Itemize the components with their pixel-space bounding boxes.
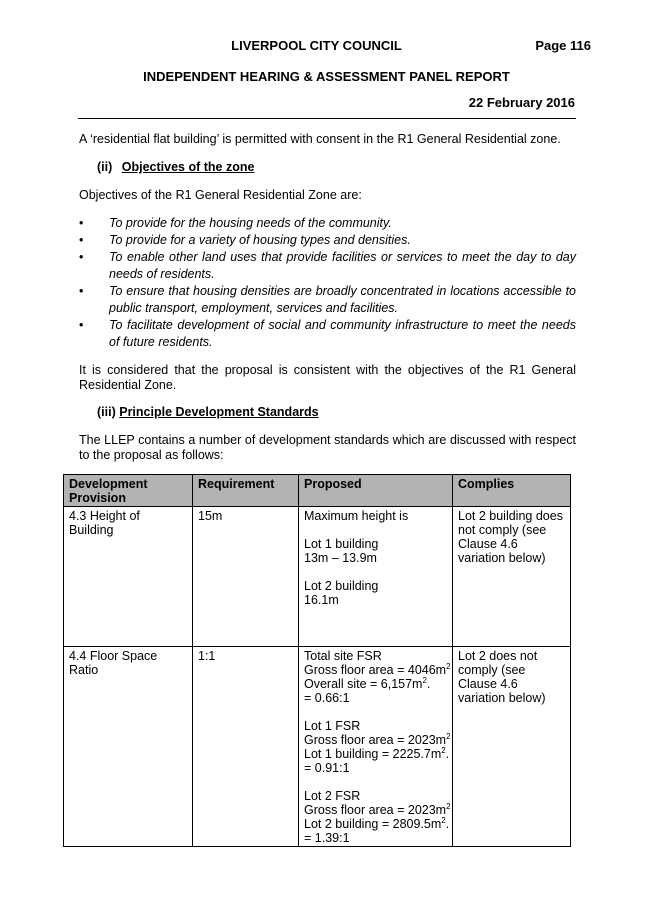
report-date: 22 February 2016 xyxy=(468,95,575,110)
column-header: Requirement xyxy=(193,475,299,507)
table-row xyxy=(64,647,571,847)
column-header: Complies xyxy=(453,475,571,507)
bullet-glyph: • xyxy=(79,284,84,298)
page-number: Page 116 xyxy=(535,38,591,53)
requirement-cell: 1:1 xyxy=(193,647,299,847)
bullet-glyph: • xyxy=(79,318,84,332)
provision-cell: 4.3 Height of Building xyxy=(64,507,193,647)
list-item: • To enable other land uses that provide facilities or services to meet the day to day needs of residents. xyxy=(79,250,576,281)
conclusion-paragraph: It is considered that the proposal is consistent with the objectives of the R1 General Residential Zone. xyxy=(79,363,576,392)
section-number: (ii) xyxy=(97,160,113,174)
objectives-list xyxy=(79,215,576,351)
bullet-glyph: • xyxy=(79,216,84,230)
column-header: Development Provision xyxy=(64,475,193,507)
list-item: • To facilitate development of social and community infrastructure to meet the needs of future residents. xyxy=(79,318,576,349)
bullet-glyph: • xyxy=(79,250,84,264)
intro-paragraph: A ‘residential flat building’ is permitted with consent in the R1 General Residential zone. xyxy=(79,132,561,146)
proposed-cell: Maximum height is Lot 1 building 13m – 13.9m Lot 2 building 16.1m xyxy=(299,507,453,647)
complies-cell: Lot 2 building does not comply (see Clause 4.6 variation below) xyxy=(453,507,571,647)
complies-cell: Lot 2 does not comply (see Clause 4.6 variation below) xyxy=(453,647,571,847)
list-item: • To provide for the housing needs of the community. xyxy=(79,216,392,230)
bullet-glyph: • xyxy=(79,233,84,247)
section-heading-standards xyxy=(97,405,319,419)
list-item: • To provide for a variety of housing types and densities. xyxy=(79,233,411,247)
section-heading-objectives xyxy=(97,160,254,174)
table-header-row xyxy=(64,475,571,507)
section-title: Objectives of the zone xyxy=(121,160,255,174)
report-title: INDEPENDENT HEARING & ASSESSMENT PANEL REPORT xyxy=(143,69,510,84)
council-name: LIVERPOOL CITY COUNCIL xyxy=(231,38,402,53)
development-standards-table xyxy=(63,474,571,847)
objectives-intro: Objectives of the R1 General Residential Zone are: xyxy=(79,188,362,202)
provision-cell: 4.4 Floor Space Ratio xyxy=(64,647,193,847)
column-header: Proposed xyxy=(299,475,453,507)
standards-intro: The LLEP contains a number of development standards which are discussed with respect to the proposal as follows: xyxy=(79,433,576,462)
section-number: (iii) xyxy=(97,405,116,419)
table-row xyxy=(64,507,571,647)
header-divider xyxy=(78,118,576,119)
section-title: Principle Development Standards xyxy=(119,405,319,419)
proposed-cell: Total site FSR Gross floor area = $4046m^2$ Overall site = $6,157m^2$. = 0.66:1 Lot 1 FSR Gross floor area = $2023m^2$ Lot 1 building = $2225.7m^2$. = 0.91:1 Lot 2 FSR Gross floor area = $2023m^2$ Lot 2 building = $2809.5m^2$. = 1.39:1 xyxy=(299,647,453,847)
requirement-cell: 15m xyxy=(193,507,299,647)
list-item: • To ensure that housing densities are broadly concentrated in locations accessible to public transport, employment, services and facilities. xyxy=(79,284,576,315)
